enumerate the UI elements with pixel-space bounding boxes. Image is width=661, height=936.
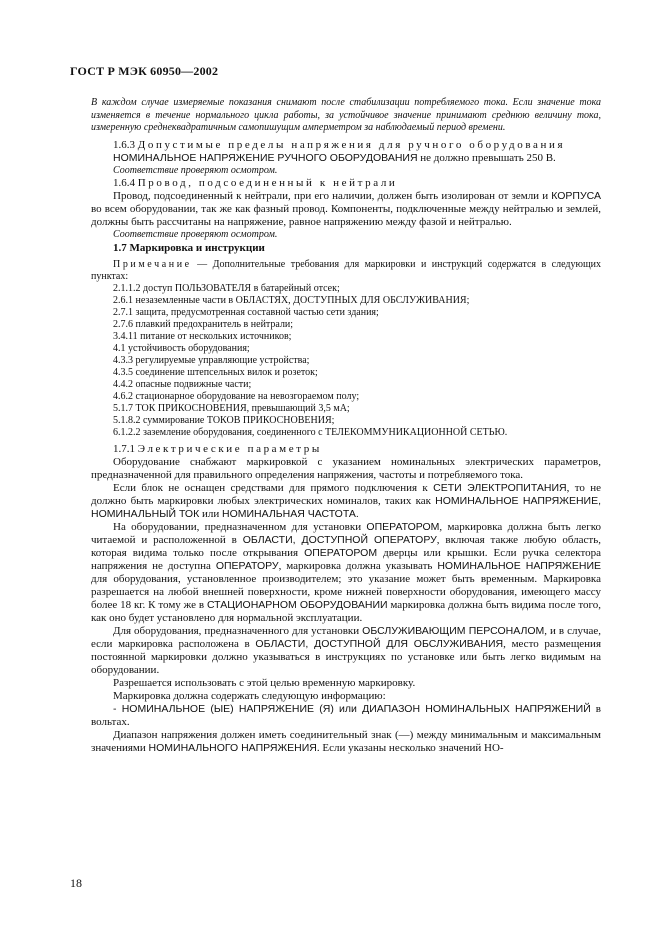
list-item: 4.3.5 соединение штепсельных вилок и розеток; — [113, 366, 318, 378]
body-paragraph: Диапазон напряжения должен иметь соединительный знак (—) между минимальным и максимальным значениями НОМИНАЛЬНОГО НАПРЯЖЕНИЯ. Если указаны несколько значений НО- — [91, 728, 601, 754]
compliance-note: Соответствие проверяют осмотром. — [113, 229, 278, 240]
list-item: 2.6.1 незаземленные части в ОБЛАСТЯХ, ДОСТУПНЫХ ДЛЯ ОБСЛУЖИВАНИЯ; — [113, 294, 470, 306]
section-1-6-4-text: Провод, подсоединенный к нейтрали, при его наличии, должен быть изолирован от земли и КОРПУСА во всем оборудовании, так же как фазный провод. Компоненты, подключенные между нейтралью и землей, должны быть рассчитаны на напряжение, равное напряжению между фазой и нейтралью. — [91, 190, 602, 228]
page-number: 18 — [70, 876, 82, 890]
body-paragraph: Если блок не оснащен средствами для прямого подключения к СЕТИ ЭЛЕКТРОПИТАНИЯ, то не должно быть маркировки любых электрических номиналов, таких как НОМИНАЛЬНОЕ НАПРЯЖЕНИЕ, НОМИНАЛЬНЫЙ ТОК или НОМИНАЛЬНАЯ ЧАСТОТА. — [91, 481, 602, 520]
body-paragraph: Оборудование снабжают маркировкой с указанием номинальных электрических параметров, предназначенной для правильного определения напряжения, частоты и потребляемого тока. — [91, 455, 601, 481]
section-title: Провод, подсоединенный к нейтрали — [137, 177, 398, 189]
list-item: 5.1.8.2 суммирование ТОКОВ ПРИКОСНОВЕНИЯ; — [113, 414, 335, 426]
italic-paragraph: В каждом случае измеряемые показания снимают после стабилизации потребляемого тока. Если значение тока изменяется в течение нормального цикла работы, за устойчивое значение принимают среднюю величину тока, измеренную среднеквадратичным самопишущим амперметром за наблюдаемый период времени. — [91, 97, 601, 133]
list-item: 4.3.3 регулируемые управляющие устройства; — [113, 354, 310, 366]
list-item: 2.7.6 плавкий предохранитель в нейтрали; — [113, 318, 294, 330]
body-paragraph: На оборудовании, предназначенном для установки ОПЕРАТОРОМ, маркировка должна быть легко читаемой и расположенной в ОБЛАСТИ, ДОСТУПНОЙ ОПЕРАТОРУ, включая также любую область, которая видима только после открывания ОПЕРАТОРОМ дверцы или крышки. Если ручка селектора напряжения не доступна ОПЕРАТОРУ, маркировка должна указывать НОМИНАЛЬНОЕ НАПРЯЖЕНИЕ для оборудования, установленное производителем; это указание может быть временным. Маркировка разрешается на любой внешней поверхности, кроме нижней поверхности оборудования, имеющего массу более 18 кг. К тому же в СТАЦИОНАРНОМ ОБОРУДОВАНИИ маркировка должна быть видима после того, как оно будет установлено для нормальной эксплуатации. — [91, 520, 602, 624]
section-1-6-3-text: НОМИНАЛЬНОЕ НАПРЯЖЕНИЕ РУЧНОГО ОБОРУДОВАНИЯ не должно превышать 250 В. — [113, 151, 556, 164]
section-title: Допустимые пределы напряжения для ручного оборудования — [137, 138, 566, 151]
list-item: 4.1 устойчивость оборудования; — [113, 342, 250, 354]
list-item: 6.1.2.2 заземление оборудования, соединенного с ТЕЛЕКОММУНИКАЦИОННОЙ СЕТЬЮ. — [113, 426, 508, 438]
list-item: 3.4.11 питание от нескольких источников; — [113, 330, 292, 342]
section-1-6-3-heading: 1.6.3 Допустимые пределы напряжения для ручного оборудования — [113, 138, 566, 151]
page-content — [91, 97, 601, 755]
list-item: 5.1.7 ТОК ПРИКОСНОВЕНИЯ, превышающий 3,5 мА; — [113, 402, 350, 414]
list-item: 2.7.1 защита, предусмотренная составной частью сети здания; — [113, 306, 379, 318]
reference-list — [91, 283, 601, 439]
body-paragraph: - НОМИНАЛЬНОЕ (ЫЕ) НАПРЯЖЕНИЕ (Я) или ДИАПАЗОН НОМИНАЛЬНЫХ НАПРЯЖЕНИЙ в вольтах. — [91, 702, 601, 728]
note-paragraph: Примечание — Дополнительные требования для маркировки и инструкций содержатся в следующих пунктах: — [91, 258, 601, 282]
section-title: Электрические параметры — [137, 442, 322, 455]
body-paragraph: Для оборудования, предназначенного для установки ОБСЛУЖИВАЮЩИМ ПЕРСОНАЛОМ, и в случае, если маркировка расположена в ОБЛАСТИ, ДОСТУПНОЙ ДЛЯ ОБСЛУЖИВАНИЯ, место размещения постоянной маркировки должно указываться в инструкциях по установке или быть легко видимым на оборудовании. — [91, 624, 602, 676]
section-1-6-4-heading: 1.6.4 Провод, подсоединенный к нейтрали — [113, 177, 398, 189]
compliance-note: Соответствие проверяют осмотром. — [113, 164, 278, 176]
list-item: 2.1.1.2 доступ ПОЛЬЗОВАТЕЛЯ в батарейный отсек; — [113, 282, 340, 294]
body-paragraph: Разрешается использовать с этой целью временную маркировку. — [113, 676, 416, 689]
standard-header: ГОСТ Р МЭК 60950—2002 — [70, 64, 219, 78]
body-paragraph: Маркировка должна содержать следующую информацию: — [113, 689, 386, 702]
list-item: 4.6.2 стационарное оборудование на невозгораемом полу; — [113, 390, 360, 402]
section-1-7-1-heading: 1.7.1 Электрические параметры — [113, 442, 322, 455]
list-item: 4.4.2 опасные подвижные части; — [113, 378, 252, 390]
section-1-7-heading: 1.7 Маркировка и инструкции — [113, 241, 265, 254]
